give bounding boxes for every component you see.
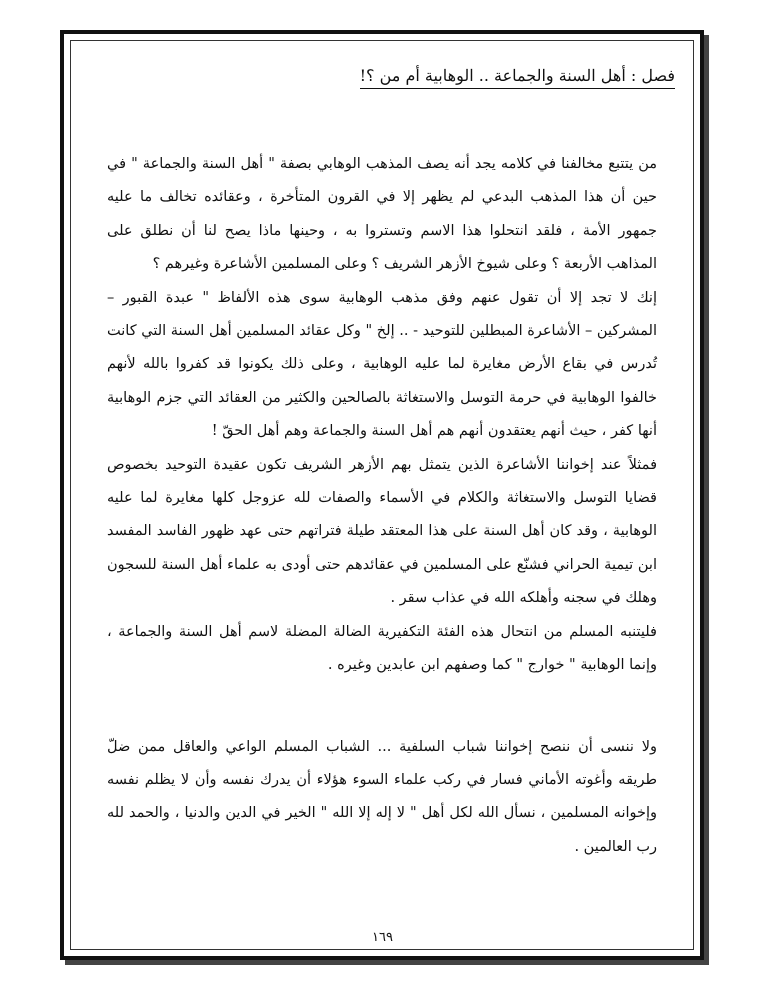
chapter-title: فصل : أهل السنة والجماعة .. الوهابية أم من ؟! [360,66,675,89]
paragraph: إنك لا تجد إلا أن تقول عنهم وفق مذهب الوهابية سوى هذه الألفاظ " عبدة القبور – المشركين – الأشاعرة المبطلين للتوحيد - .. إلخ " وكل عقائد المسلمين أهل السنة التي كانت تُدرس في بقاع الأرض مغايرة لما عليه الوهابية ، وعلى ذلك يكونوا قد كفروا بالله لأنهم خالفوا الوهابية في حرمة التوسل والاستغاثة بالصالحين والكثير من العقائد التي جزم الوهابية أنها كفر ، حيث أنهم يعتقدون أنهم هم أهل السنة والجماعة وهم أهل الحقّ ! [107,289,657,440]
paragraph: فمثلاً عند إخواننا الأشاعرة الذين يتمثل بهم الأزهر الشريف تكون عقيدة التوحيد بخصوص قضايا التوسل والاستغاثة والكلام في الأسماء والصفات لله عزوجل كلها مغايرة لما عليه الوهابية ، وقد كان أهل السنة على هذا المعتقد طيلة فتراتهم حتى عهد ظهور الفاسد المفسد ابن تيمية الحراني فشنّع على المسلمين في عقائدهم حتى أودى به علماء أهل السنة للسجون وهلك في سجنه وأهلكه الله في عذاب سقر . [107,456,657,607]
paragraph: من يتتبع مخالفنا في كلامه يجد أنه يصف المذهب الوهابي بصفة " أهل السنة والجماعة " في حين أن هذا المذهب البدعي لم يظهر إلا في القرون المتأخرة ، وعقائده تخالف ما عليه جمهور الأمة ، فلقد انتحلوا هذا الاسم وتستروا به ، وحينها ماذا يصح لنا أن نطلق على المذاهب الأربعة ؟ وعلى شيوخ الأزهر الشريف ؟ وعلى المسلمين الأشاعرة وغيرهم ؟ [107,156,657,273]
page-number: ١٦٩ [372,930,393,945]
paragraph-spacer [107,683,657,731]
body-text [107,148,657,864]
closing-paragraph: ولا ننسى أن ننصح إخواننا شباب السلفية ... الشباب المسلم الواعي والعاقل ممن ضلّ طريقه وأغوته الأماني فسار في ركب علماء السوء هؤلاء أن يدرك نفسه وأن لا يظلم نفسه وإخوانه المسلمين ، نسأل الله لكل أهل " لا إله إلا الله " الخير في الدين والدنيا ، والحمد لله رب العالمين . [107,738,657,855]
paragraph: فليتنبه المسلم من انتحال هذه الفئة التكفيرية الضالة المضلة لاسم أهل السنة والجماعة ، وإنما الوهابية " خوارج " كما وصفهم ابن عابدين وغيره . [107,623,657,674]
